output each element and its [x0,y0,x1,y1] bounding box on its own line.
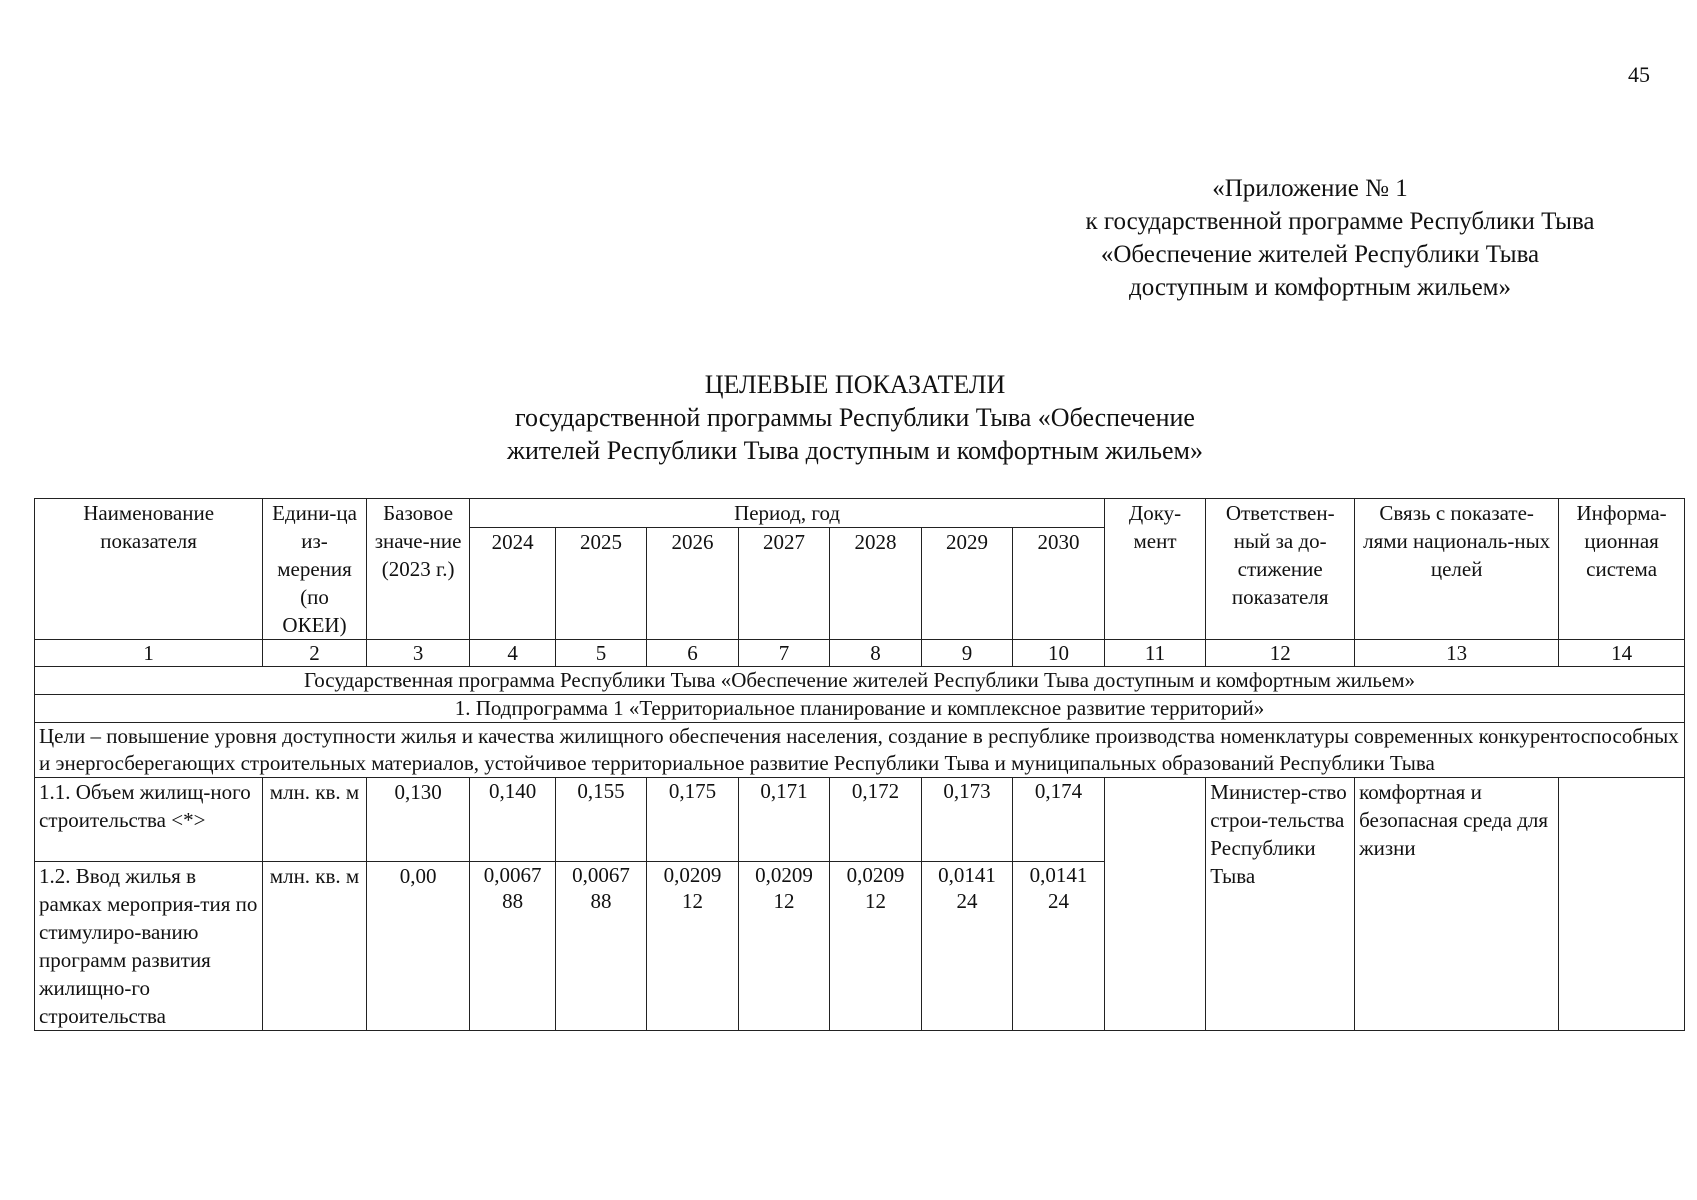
header-year: 2029 [921,528,1012,640]
column-number: 4 [470,640,555,667]
indicator-value: 0,0141 24 [1013,862,1105,1031]
header-row [35,499,1685,528]
header-responsible: Ответствен-ный за до-стижение показателя [1206,499,1355,640]
program-row [35,667,1685,695]
column-number: 9 [921,640,1012,667]
header-year: 2030 [1013,528,1105,640]
header-info-system: Информа-ционная система [1559,499,1685,640]
appendix-line-2: к государственной программе Республики Тыва [1085,208,1595,235]
program-title: Государственная программа Республики Тыва «Обеспечение жителей Республики Тыва доступным и комфортным жильем» [35,667,1685,695]
header-base: Базовое значе-ние (2023 г.) [366,499,470,640]
indicator-responsible: Министер-ство строи-тельства Республики Тыва [1206,778,1355,1031]
indicator-name: 1.1. Объем жилищ-ного строительства <*> [35,778,263,862]
indicator-base: 0,00 [366,862,470,1031]
subprogram-row [35,695,1685,723]
goals-text: Цели – повышение уровня доступности жилья и качества жилищного обеспечения населения, создание в республике производства номенклатуры современных конкурентоспособных и энергосберегающих строительных материалов, устойчивое территориальное развитие Республики Тыва и муниципальных образований Республики Тыва [35,723,1685,778]
indicator-document [1104,778,1206,1031]
column-number: 12 [1206,640,1355,667]
header-link: Связь с показате-лями националь-ных целей [1355,499,1559,640]
indicator-value: 0,0141 24 [921,862,1012,1031]
column-number: 10 [1013,640,1105,667]
header-unit: Едини-ца из-мерения (по ОКЕИ) [263,499,367,640]
indicator-value: 0,174 [1013,778,1105,862]
header-name: Наименование показателя [35,499,263,640]
title-line-1: ЦЕЛЕВЫЕ ПОКАЗАТЕЛИ [704,370,1006,399]
appendix-note [1000,172,1680,304]
indicator-info-system [1559,778,1685,1031]
indicator-national-goal-link: комфортная и безопасная среда для жизни [1355,778,1559,1031]
indicator-base: 0,130 [366,778,470,862]
header-year: 2026 [647,528,738,640]
appendix-line-3: «Обеспечение жителей Республики Тыва [1100,241,1540,268]
subprogram-title: 1. Подпрограмма 1 «Территориальное планирование и комплексное развитие территорий» [35,695,1685,723]
column-number: 6 [647,640,738,667]
indicator-value: 0,140 [470,778,555,862]
column-number: 1 [35,640,263,667]
header-year: 2027 [738,528,829,640]
header-year: 2025 [555,528,646,640]
header-period: Период, год [470,499,1104,528]
goals-row [35,723,1685,778]
indicator-value: 0,0067 88 [470,862,555,1031]
indicator-value: 0,0209 12 [738,862,829,1031]
indicator-name: 1.2. Ввод жилья в рамках мероприя-тия по стимулиро-ванию программ развития жилищно-го строительства [35,862,263,1031]
indicators-table [34,498,1685,1031]
column-number: 5 [555,640,646,667]
indicator-value: 0,0067 88 [555,862,646,1031]
page-number: 45 [1628,62,1650,87]
indicator-value: 0,173 [921,778,1012,862]
indicator-value: 0,155 [555,778,646,862]
column-number: 8 [830,640,921,667]
indicator-value: 0,175 [647,778,738,862]
indicator-unit: млн. кв. м [263,862,367,1031]
indicator-value: 0,172 [830,778,921,862]
column-number: 11 [1104,640,1206,667]
column-number: 2 [263,640,367,667]
indicator-value: 0,0209 12 [830,862,921,1031]
document-title [420,368,1290,467]
column-number: 14 [1559,640,1685,667]
column-number: 7 [738,640,829,667]
appendix-line-4: доступным и комфортным жильем» [1129,274,1511,301]
indicator-value: 0,171 [738,778,829,862]
table-row [35,778,1685,862]
column-number: 3 [366,640,470,667]
column-numbers-row [35,640,1685,667]
column-number: 13 [1355,640,1559,667]
indicator-value: 0,0209 12 [647,862,738,1031]
title-line-2: государственной программы Республики Тыва «Обеспечение [515,403,1195,432]
header-year: 2024 [470,528,555,640]
indicator-unit: млн. кв. м [263,778,367,862]
appendix-line-1: «Приложение № 1 [1212,175,1408,202]
title-line-3: жителей Республики Тыва доступным и комфортным жильем» [507,436,1203,465]
header-year: 2028 [830,528,921,640]
header-document: Доку-мент [1104,499,1206,640]
